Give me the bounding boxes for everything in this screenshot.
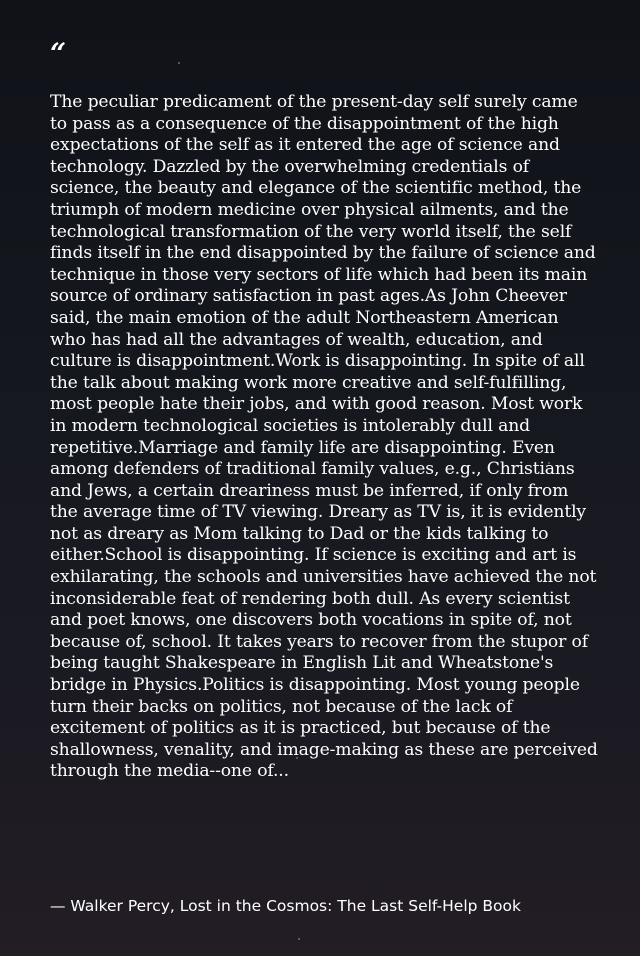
star-decoration xyxy=(298,938,300,940)
quote-text: The peculiar predicament of the present-day self surely came to pass as a consequence of the disappointment of the high expectations of the self as it entered the age of science and technology. Dazzled by the overwhelming credentials of science, the beauty and elegance of the scientific method, the triumph of modern medicine over physical ailments, and the technological transformation of the very world itself, the self finds itself in the end disappointed by the failure of science and technique in those very sectors of life which had been its main source of ordinary satisfaction in past ages.As John Cheever said, the main emotion of the adult Northeastern American who has had all the advantages of wealth, education, and culture is disappointment.Work is disappointing. In spite of all the talk about making work more creative and self-fulfilling, most people hate their jobs, and with good reason. Most work in modern technological societies is intolerably dull and repetitive.Marriage and family life are disappointing. Even among defenders of traditional family values, e.g., Christians and Jews, a certain dreariness must be inferred, if only from the average time of TV viewing. Dreary as TV is, it is evidently not as dreary as Mom talking to Dad or the kids talking to either.School is disappointing. If science is exciting and art is exhilarating, the schools and universities have achieved the not inconsiderable feat of rendering both dull. As every scientist and poet knows, one discovers both vocations in spite of, not because of, school. It takes years to recover from the stupor of being taught Shakespeare in English Lit and Wheatstone's bridge in Physics.Politics is disappointing. Most young people turn their backs on politics, not because of the lack of excitement of politics as it is practiced, but because of the shallowness, venality, and image-making as these are perceived through the media--one of... xyxy=(50,92,598,782)
star-decoration xyxy=(178,62,180,64)
open-quote-mark: “ xyxy=(50,37,67,70)
quote-attribution: — Walker Percy, Lost in the Cosmos: The Last Self-Help Book xyxy=(50,897,521,915)
